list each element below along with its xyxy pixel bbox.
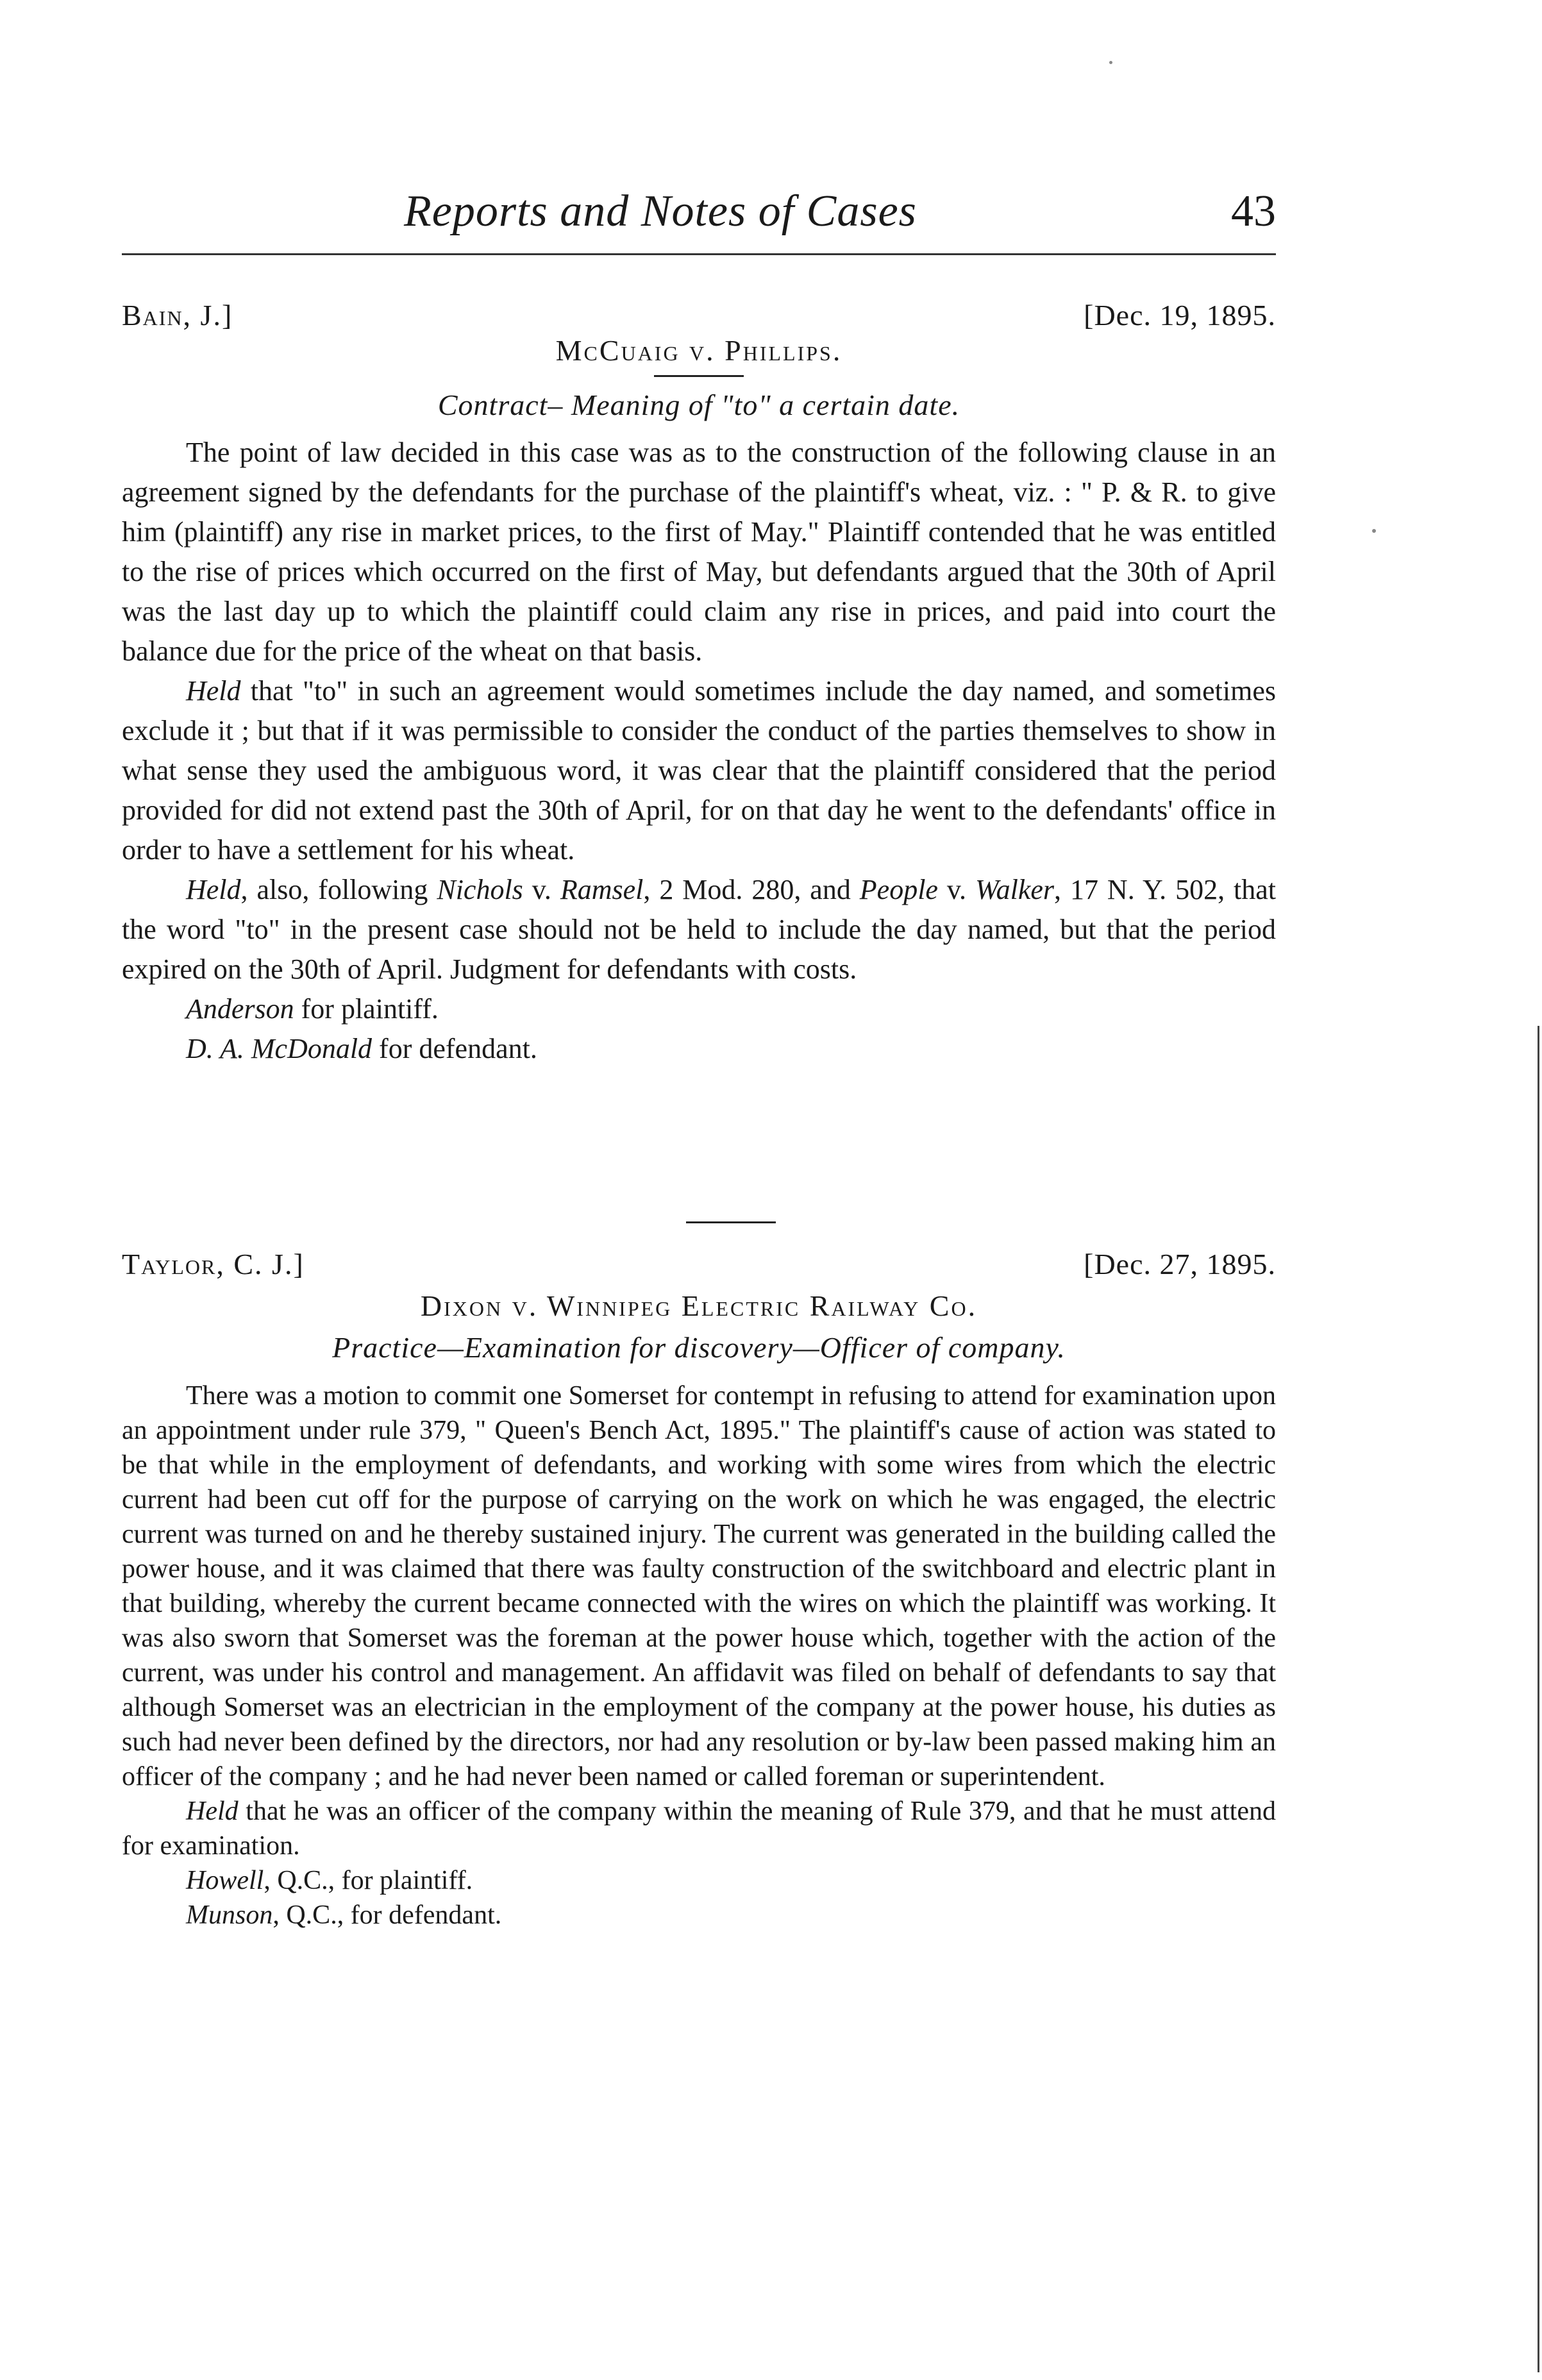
title-rule	[654, 375, 744, 377]
cited-case-name: Ramsel	[560, 874, 644, 905]
held-word: Held	[186, 874, 241, 905]
counsel-plaintiff	[122, 1863, 1276, 1898]
cited-case-name: Walker	[975, 874, 1055, 905]
citation-text: , 2 Mod. 280, and	[643, 874, 860, 905]
holding-text: that he was an officer of the company within the meaning of Rule 379, and that he must attend for examination.	[122, 1797, 1276, 1861]
judge-name: Taylor, C. J.]	[122, 1248, 305, 1280]
case-body	[122, 1379, 1276, 1932]
cited-case-name: Nichols	[437, 874, 523, 905]
case-body	[122, 433, 1276, 1069]
holding-paragraph	[122, 671, 1276, 870]
counsel-role: for defendant.	[372, 1033, 537, 1064]
counsel-role: for plaintiff.	[294, 993, 439, 1025]
cited-case-name: People	[859, 874, 938, 905]
second-holding-paragraph	[122, 870, 1276, 989]
counsel-name: Howell	[186, 1866, 264, 1895]
versus-text: v.	[937, 874, 975, 905]
case-title: Dixon v. Winnipeg Electric Railway Co.	[420, 1289, 978, 1322]
holding-text: , 17 N. Y. 502, that the word "to" in the present case should not be held to include the day named, but that the period expired on the 30th of April. Judgment for defendants with costs.	[122, 874, 1276, 985]
case-subject: Contract– Meaning of "to" a certain date.	[437, 389, 960, 421]
counsel-defendant	[122, 1029, 1276, 1069]
counsel-plaintiff	[122, 989, 1276, 1029]
facts-paragraph: The point of law decided in this case was as to the construction of the following clause in an agreement signed by the defendants for the purchase of the plaintiff's wheat, viz. : " P. & R. to give him (plaintiff) any rise in market prices, to the first of May." Plaintiff contended that he was entitled to the rise of prices which occurred on the first of May, but defendants argued that the 30th of April was the last day up to which the plaintiff could claim any rise in prices, and paid into court the balance due for the price of the wheat on that basis.	[122, 437, 1276, 667]
page-header	[122, 186, 1276, 256]
case-title: McCuaig v. Phillips.	[555, 334, 842, 367]
case-subject: Practice—Examination for discovery—Officer of company.	[332, 1331, 1066, 1364]
judge-name: Bain, J.]	[122, 299, 233, 331]
counsel-role: , Q.C., for plaintiff.	[264, 1866, 473, 1895]
facts-paragraph: There was a motion to commit one Somerset for contempt in refusing to attend for examination upon an appointment under rule 379, " Queen's Bench Act, 1895." The plaintiff's cause of action was stated to be that while in the employment of defendants, and working with some wires from which the electric current had been cut off for the purpose of carrying on the work on which he was engaged, the electric current was turned on and he thereby sustained injury. The current was generated in the building called the power house, and it was claimed that there was faulty construction of the switchboard and electric plant in that building, whereby the current became connected with the wires on which the plaintiff was working. It was also sworn that Somerset was the foreman at the power house which, together with the action of the current, was under his control and management. An affidavit was filed on behalf of defendants to say that although Somerset was an electrician in the employment of the company at the power house, his duties as such had never been defined by the directors, nor had any resolution or by-law been passed making him an officer of the company ; and he had never been named or called foreman or superintendent.	[122, 1381, 1276, 1791]
versus-text: v.	[523, 874, 560, 905]
counsel-name: D. A. McDonald	[186, 1033, 373, 1064]
held-word: Held	[186, 675, 241, 707]
counsel-role: , Q.C., for defendant.	[272, 1900, 502, 1930]
counsel-name: Munson	[186, 1900, 273, 1930]
scan-speck	[1109, 61, 1112, 64]
counsel-defendant	[122, 1898, 1276, 1932]
decision-date: [Dec. 27, 1895.	[1084, 1248, 1276, 1280]
holding-paragraph	[122, 1794, 1276, 1863]
running-title: Reports and Notes of Cases	[404, 187, 917, 236]
scan-edge-line	[1538, 1026, 1539, 2372]
case-separator-rule	[686, 1221, 776, 1223]
page-number: 43	[1231, 187, 1276, 236]
scan-speck	[1372, 529, 1376, 533]
holding-text: , also, following	[240, 874, 437, 905]
decision-date: [Dec. 19, 1895.	[1084, 299, 1276, 331]
header-rule	[122, 253, 1276, 255]
held-word: Held	[186, 1797, 239, 1826]
holding-text: that "to" in such an agreement would sometimes include the day named, and sometimes exclude it ; but that if it was permissible to consider the conduct of the parties themselves to show in what sense they used the ambiguous word, it was clear that the plaintiff considered that the period provided for did not extend past the 30th of April, for on that day he went to the defendants' office in order to have a settlement for his wheat.	[122, 675, 1276, 866]
counsel-name: Anderson	[186, 993, 294, 1025]
